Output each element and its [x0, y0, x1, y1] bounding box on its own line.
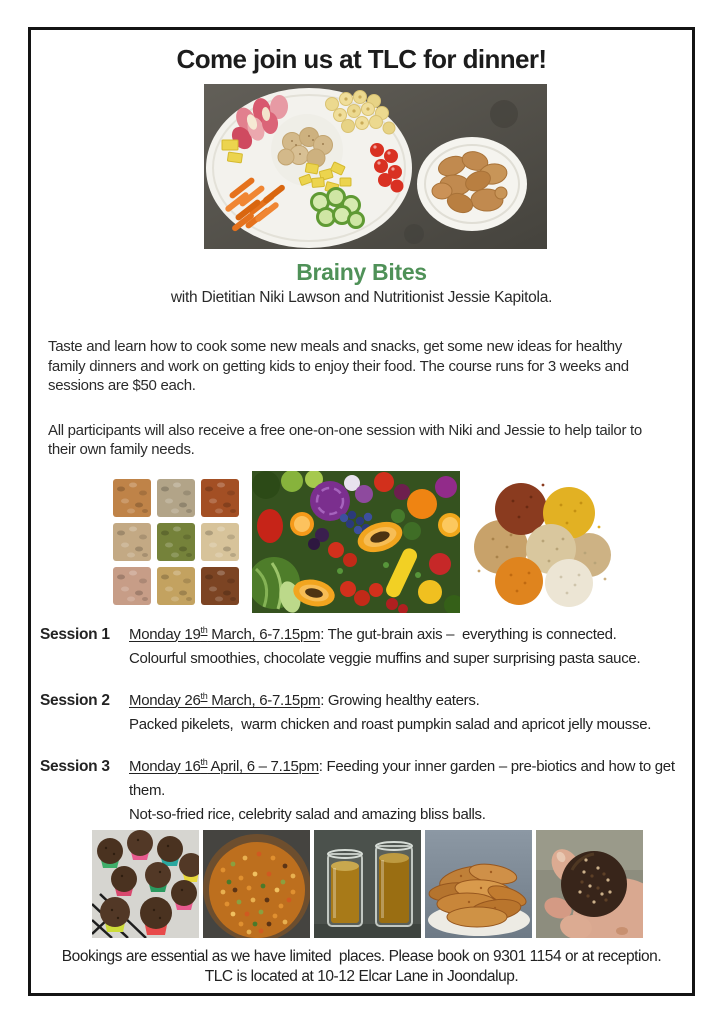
- session-details: [129, 755, 688, 827]
- session-topic: : Feeding your inner garden – pre-biotics and how to get them.: [129, 757, 679, 799]
- session-menu: Colourful smoothies, chocolate veggie muffins and super surprising pasta sauce.: [129, 649, 641, 667]
- session-row-1: [40, 623, 688, 671]
- snack-platter-photo: [204, 84, 547, 249]
- pikelets-photo: [425, 830, 532, 938]
- session-menu: Not-so-fried rice, celebrity salad and amazing bliss balls.: [129, 805, 486, 823]
- flyer-frame: [28, 27, 695, 996]
- session-label: Session 2: [40, 691, 110, 709]
- bonus-paragraph: All participants will also receive a free one-on-one session with Niki and Jessie to help tailor to their own family needs.: [48, 421, 642, 458]
- sessions-list: [31, 623, 692, 827]
- session-date: Monday 19th March, 6-7.15pm: [129, 624, 321, 643]
- session-label: Session 3: [40, 757, 110, 775]
- session-topic: : Growing healthy eaters.: [320, 691, 480, 709]
- session-date: Monday 26th March, 6-7.15pm: [129, 690, 321, 709]
- sauce-jars-photo: [314, 830, 421, 938]
- grain-piles-photo: [469, 475, 615, 609]
- chocolate-muffins-photo: [92, 830, 199, 938]
- flyer-title: Come join us at TLC for dinner!: [176, 44, 547, 74]
- fruit-vegetable-collage-photo: [252, 471, 460, 613]
- session-row-3: [40, 755, 688, 827]
- booking-info: Bookings are essential as we have limited places. Please book on 9301 1154 or at reception.: [61, 947, 662, 965]
- program-name: Brainy Bites: [296, 259, 427, 285]
- session-date: Monday 16th April, 6 – 7.15pm: [129, 756, 319, 775]
- bliss-ball-photo: [536, 830, 643, 938]
- location-info: TLC is located at 10-12 Elcar Lane in Joondalup.: [204, 967, 519, 985]
- session-details: [129, 623, 688, 671]
- program-subtitle: with Dietitian Niki Lawson and Nutritionist Jessie Kapitola.: [170, 289, 553, 306]
- session-label: Session 1: [40, 625, 110, 643]
- ingredient-photos-row: [31, 471, 692, 613]
- nuts-seeds-grid-photo: [109, 475, 243, 609]
- session-topic: : The gut-brain axis – everything is connected.: [320, 625, 617, 643]
- session-row-2: [40, 689, 688, 737]
- session-details: [129, 689, 688, 737]
- veggie-fried-rice-photo: [203, 830, 310, 938]
- recipe-photos-row: [37, 830, 698, 938]
- intro-paragraph: Taste and learn how to cook some new meals and snacks, get some new ideas for healthy family dinners and work on getting kids to enjoy their food. The course runs for 3 weeks and sessions are $50 each.: [48, 338, 629, 394]
- session-menu: Packed pikelets, warm chicken and roast pumpkin salad and apricot jelly mousse.: [129, 715, 652, 733]
